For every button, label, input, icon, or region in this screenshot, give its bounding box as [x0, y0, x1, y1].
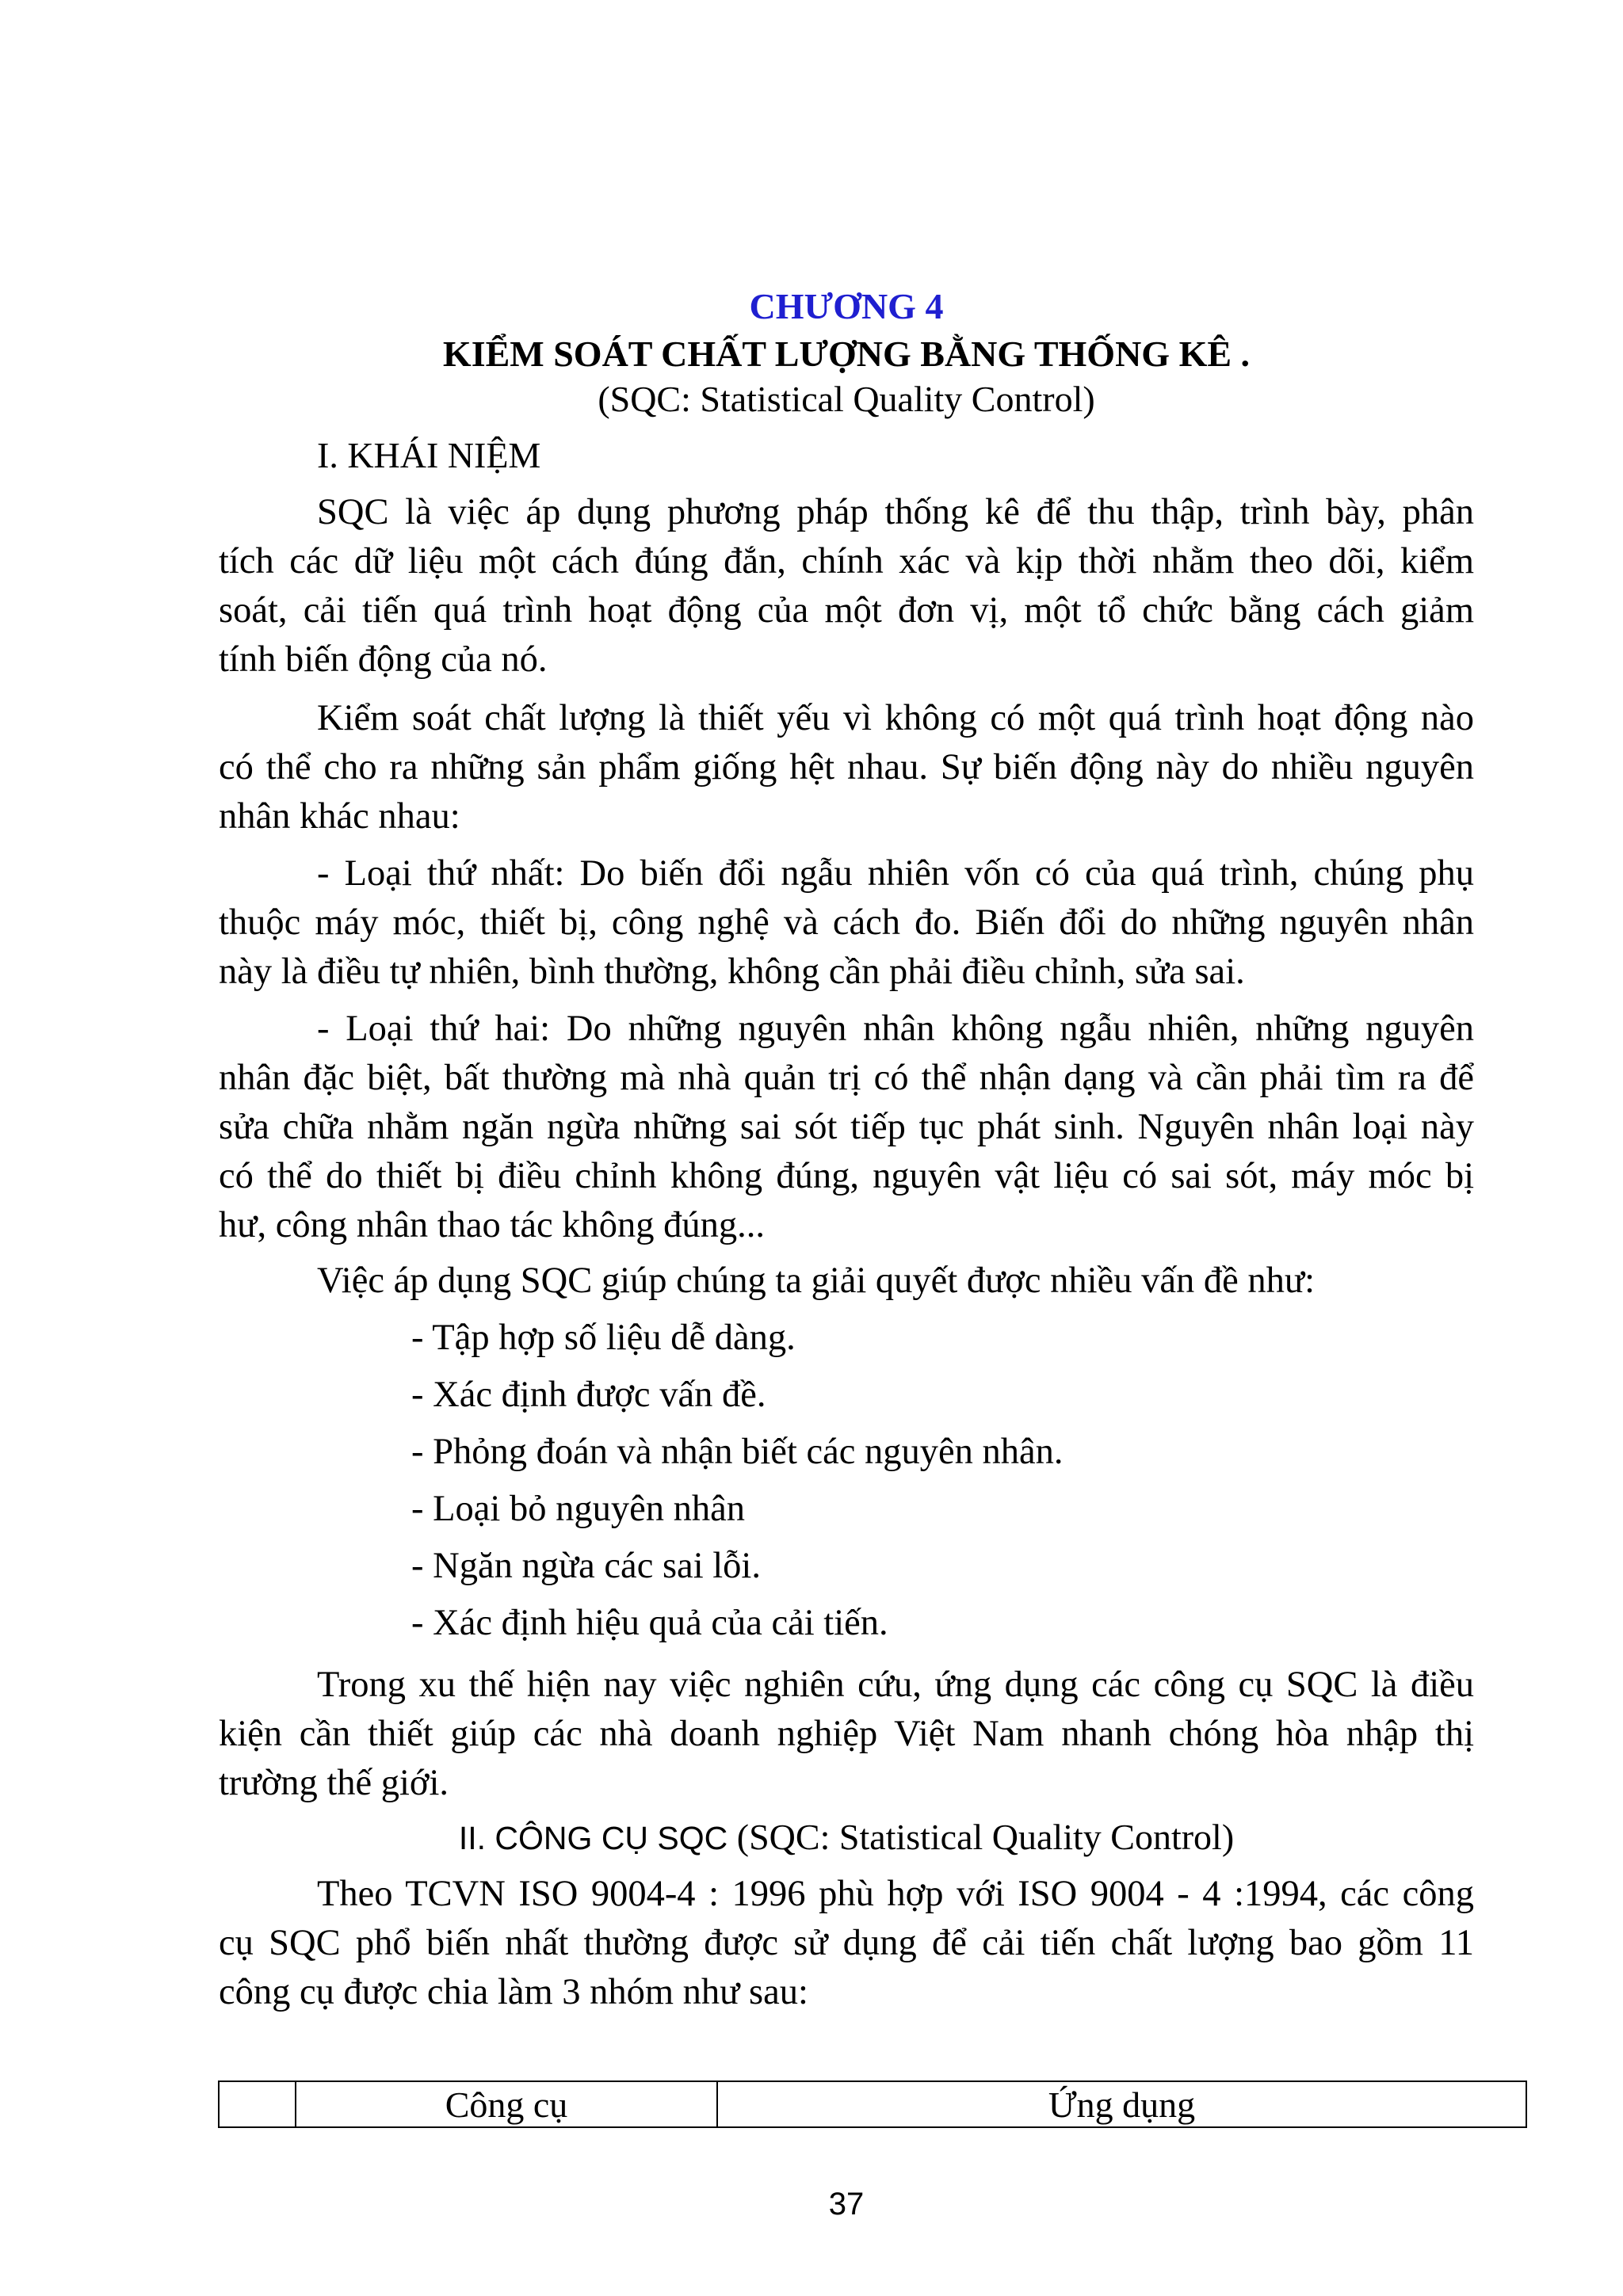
table-header-index [219, 2081, 296, 2127]
table-header-tool: Công cụ [296, 2081, 717, 2127]
text-line: kiện cần thiết giúp các nhà doanh nghiệp Việt Nam nhanh chóng hòa nhập thị [219, 1714, 1474, 1754]
paragraph-quality-control [219, 694, 1474, 841]
text-line: - Loại thứ hai: Do những nguyên nhân không ngẫu nhiên, những nguyên [317, 1009, 1474, 1049]
benefit-item: - Xác định được vấn đề. [411, 1375, 766, 1415]
text-line: trường thế giới. [219, 1763, 449, 1803]
section-heading-tools-suffix: (SQC: Statistical Quality Control) [727, 1817, 1235, 1857]
table-header-row [219, 2081, 1526, 2127]
text-line: hư, công nhân thao tác không đúng... [219, 1205, 765, 1245]
text-line: sửa chữa nhằm ngăn ngừa những sai sót tiếp tục phát sinh. Nguyên nhân loại này [219, 1107, 1474, 1147]
text-line: soát, cải tiến quá trình hoạt động của một đơn vị, một tổ chức bằng cách giảm [219, 590, 1474, 631]
text-line: thuộc máy móc, thiết bị, công nghệ và cách đo. Biến đổi do những nguyên nhân [219, 902, 1474, 943]
text-line: - Loại thứ nhất: Do biến đổi ngẫu nhiên vốn có của quá trình, chúng phụ [317, 853, 1474, 894]
chapter-number: CHƯƠNG 4 [749, 286, 944, 326]
text-line: có thể cho ra những sản phẩm giống hệt nhau. Sự biến động này do nhiều nguyên [219, 747, 1474, 788]
text-line: này là điều tự nhiên, bình thường, không cần phải điều chỉnh, sửa sai. [219, 952, 1245, 992]
benefit-item: - Ngăn ngừa các sai lỗi. [411, 1546, 761, 1586]
text-line: SQC là việc áp dụng phương pháp thống kê để thu thập, trình bày, phân [317, 492, 1474, 532]
tools-table [218, 2081, 1527, 2128]
benefit-item: - Loại bỏ nguyên nhân [411, 1489, 745, 1529]
chapter-subtitle: (SQC: Statistical Quality Control) [598, 379, 1095, 419]
text-line: có thể do thiết bị điều chỉnh không đúng, nguyên vật liệu có sai sót, máy móc bị [219, 1156, 1474, 1196]
benefit-item: - Xác định hiệu quả của cải tiến. [411, 1603, 888, 1643]
text-line: Trong xu thế hiện nay việc nghiên cứu, ứng dụng các công cụ SQC là điều [317, 1665, 1474, 1705]
paragraph-definition [219, 488, 1474, 685]
benefit-item: - Phỏng đoán và nhận biết các nguyên nhân. [411, 1432, 1064, 1472]
text-line: nhân khác nhau: [219, 796, 460, 837]
section-heading-tools [0, 1816, 1623, 1858]
benefit-item: - Tập hợp số liệu dễ dàng. [411, 1318, 796, 1358]
text-line: Kiểm soát chất lượng là thiết yếu vì không có một quá trình hoạt động nào [317, 698, 1474, 738]
text-line: tích các dữ liệu một cách đúng đắn, chính xác và kịp thời nhằm theo dõi, kiểm [219, 541, 1474, 582]
paragraph-tools-standard [219, 1870, 1474, 2017]
text-line: tính biến động của nó. [219, 639, 548, 680]
text-line: cụ SQC phổ biến nhất thường được sử dụng để cải tiến chất lượng bao gồm 11 [219, 1923, 1474, 1963]
table-header-application: Ứng dụng [717, 2081, 1526, 2127]
chapter-title: KIỂM SOÁT CHẤT LƯỢNG BẰNG THỐNG KÊ . [442, 334, 1251, 374]
page-number: 37 [828, 2187, 865, 2222]
section-heading-concept: I. KHÁI NIỆM [317, 435, 541, 475]
text-line: công cụ được chia làm 3 nhóm như sau: [219, 1972, 808, 2012]
section-heading-tools-prefix: II. CÔNG CỤ SQC [458, 1820, 728, 1856]
paragraph-type-one [219, 849, 1474, 997]
paragraph-benefits-intro: Việc áp dụng SQC giúp chúng ta giải quyết được nhiều vấn đề như: [317, 1261, 1315, 1301]
paragraph-type-two [219, 1005, 1474, 1250]
paragraph-trend [219, 1661, 1474, 1808]
text-line: nhân đặc biệt, bất thường mà nhà quản trị có thể nhận dạng và cần phải tìm ra để [219, 1058, 1474, 1098]
text-line: Theo TCVN ISO 9004-4 : 1996 phù hợp với ISO 9004 - 4 :1994, các công [317, 1874, 1474, 1914]
